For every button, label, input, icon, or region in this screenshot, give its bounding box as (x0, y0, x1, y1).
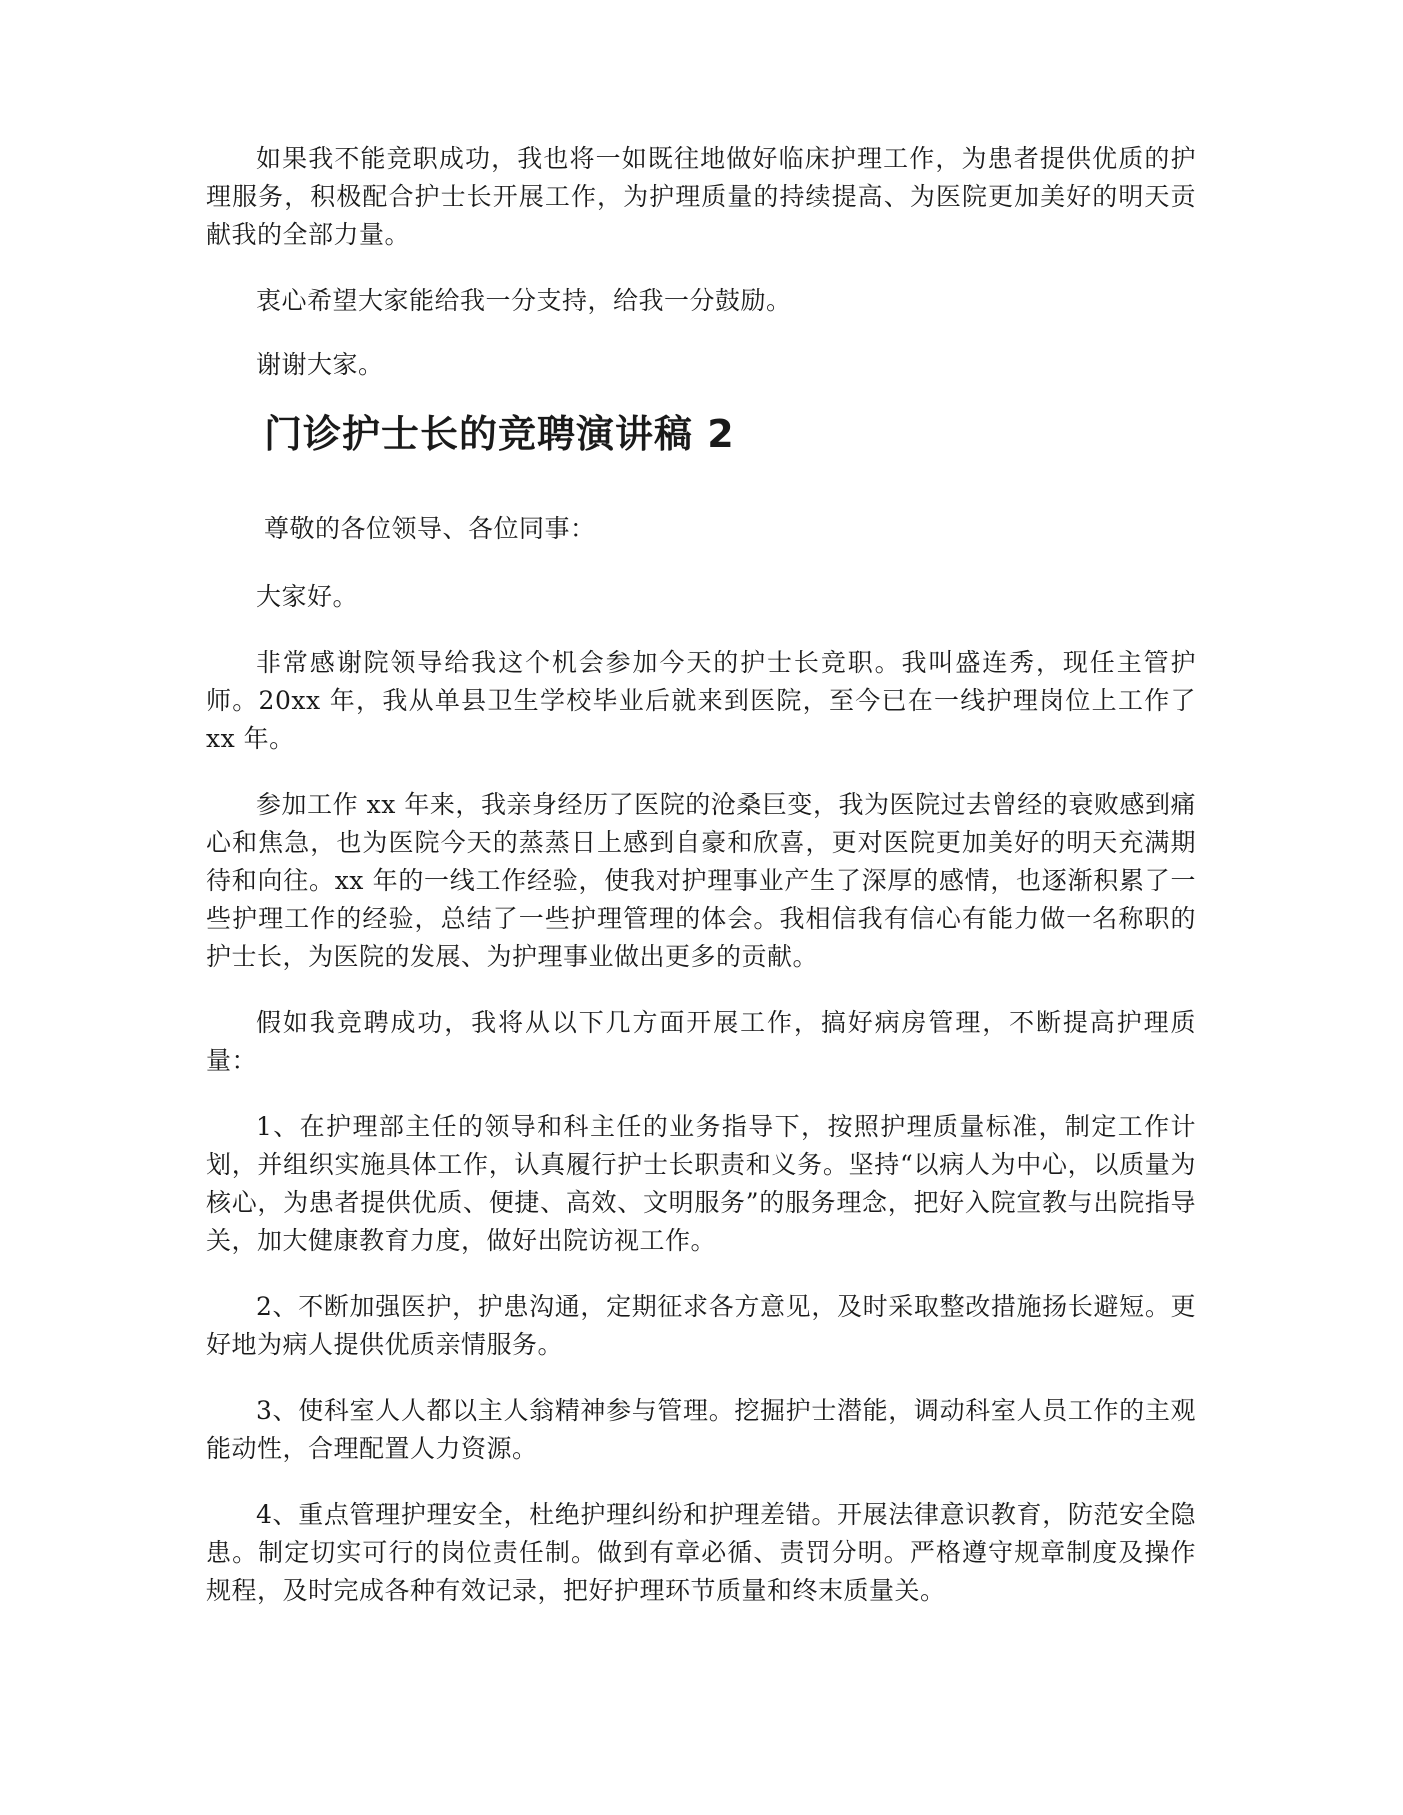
intro-paragraph-2: 衷心希望大家能给我一分支持，给我一分鼓励。 (256, 286, 792, 315)
body-paragraph-item-4: 4、重点管理护理安全，杜绝护理纠纷和护理差错。开展法律意识教育，防范安全隐患。制定切实可行的岗位责任制。做到有章必循、责罚分明。严格遵守规章制度及操作规程，及时完成各种有效记录，把好护理环节质量和终末质量关。 (206, 1500, 1196, 1605)
intro-paragraph-3: 谢谢大家。 (256, 350, 384, 379)
body-paragraph-item-3: 3、使科室人人都以主人翁精神参与管理。挖掘护士潜能，调动科室人员工作的主观能动性，合理配置人力资源。 (206, 1396, 1196, 1463)
body-paragraph-introduction: 非常感谢院领导给我这个机会参加今天的护士长竞职。我叫盛连秀，现任主管护师。20xx 年，我从单县卫生学校毕业后就来到医院，至今已在一线护理岗位上工作了 xx 年。 (206, 648, 1196, 753)
body-paragraph-item-2: 2、不断加强医护，护患沟通，定期征求各方意见，及时采取整改措施扬长避短。更好地为病人提供优质亲情服务。 (206, 1292, 1196, 1359)
intro-paragraph-1: 如果我不能竞职成功，我也将一如既往地做好临床护理工作，为患者提供优质的护理服务，积极配合护士长开展工作，为护理质量的持续提高、为医院更加美好的明天贡献我的全部力量。 (206, 144, 1196, 249)
body-paragraph-greeting: 大家好。 (256, 582, 359, 611)
body-paragraph-item-1: 1、在护理部主任的领导和科主任的业务指导下，按照护理质量标准，制定工作计划，并组织实施具体工作，认真履行护士长职责和义务。坚持“以病人为中心，以质量为核心，为患者提供优质、便捷、高效、文明服务”的服务理念，把好入院宣教与出院指导关，加大健康教育力度，做好出院访视工作。 (206, 1112, 1196, 1255)
body-paragraph-plan-intro: 假如我竞聘成功，我将从以下几方面开展工作，搞好病房管理，不断提高护理质量： (206, 1008, 1196, 1075)
document-body (206, 140, 1196, 1638)
salutation: 尊敬的各位领导、各位同事： (264, 514, 596, 543)
body-paragraph-experience: 参加工作 xx 年来，我亲身经历了医院的沧桑巨变，我为医院过去曾经的衰败感到痛心和焦急，也为医院今天的蒸蒸日上感到自豪和欣喜，更对医院更加美好的明天充满期待和向往。xx 年的一线工作经验，使我对护理事业产生了深厚的感情，也逐渐积累了一些护理工作的经验，总结了一些护理管理的体会。我相信我有信心有能力做一名称职的护士长，为医院的发展、为护理事业做出更多的贡献。 (206, 790, 1196, 971)
section-title: 门诊护士长的竞聘演讲稿 2 (264, 412, 735, 456)
